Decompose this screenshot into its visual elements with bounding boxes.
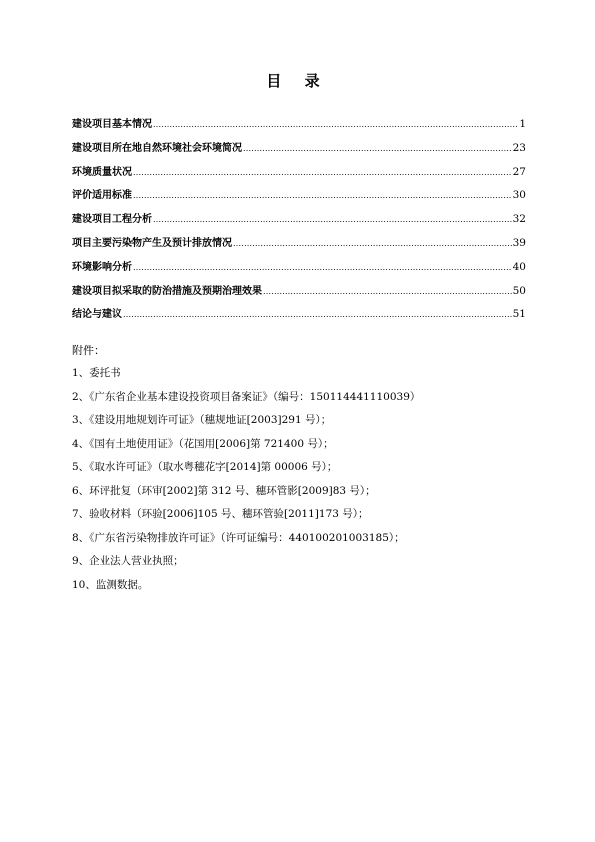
attachment-item: 8、《广东省污染物排放许可证》（许可证编号：440100201003185）； — [72, 531, 405, 544]
toc-entry[interactable] — [72, 139, 526, 163]
toc-entry-page: 27 — [512, 165, 526, 178]
attachments-heading: 附件： — [72, 344, 105, 357]
toc-leader-dots — [153, 116, 518, 134]
toc-entry-page: 30 — [512, 189, 526, 202]
attachments-section — [72, 340, 532, 597]
attachment-item: 4、《国有土地使用证》（花国用[2006]第 721400 号）； — [72, 437, 334, 450]
toc-leader-dots — [233, 235, 512, 253]
attachment-item: 9、企业法人营业执照； — [72, 555, 184, 567]
page-title: 目 录 — [266, 72, 329, 90]
attachment-item: 10、监测数据。 — [72, 578, 149, 591]
toc-leader-dots — [133, 259, 512, 277]
attachment-item: 3、《建设用地规划许可证》（穗规地证[2003]291 号）； — [72, 414, 332, 426]
toc-entry[interactable] — [72, 115, 526, 139]
toc-entry-page: 1 — [519, 118, 526, 130]
toc-entry-page: 50 — [512, 284, 526, 297]
toc-entry[interactable] — [72, 258, 526, 282]
toc-entry-label: 建设项目基本情况 — [72, 119, 152, 130]
toc-entry-page: 51 — [512, 308, 526, 321]
attachment-item: 7、验收材料（环验[2006]105 号、穗环管验[2011]173 号）； — [72, 508, 369, 520]
toc-leader-dots — [123, 306, 512, 324]
toc-entry-label: 评价适用标准 — [72, 190, 132, 202]
toc-entry-label: 项目主要污染物产生及预计排放情况 — [72, 237, 232, 249]
toc-entry-page: 23 — [512, 141, 526, 154]
toc-entry-label: 建设项目所在地自然环境社会环境简况 — [72, 142, 242, 154]
toc-entry[interactable] — [72, 186, 526, 210]
toc-entry[interactable] — [72, 163, 526, 187]
toc-entry-label: 建设项目工程分析 — [72, 214, 152, 226]
attachment-item: 6、环评批复（环审[2002]第 312 号、穗环管影[2009]83 号）； — [72, 484, 376, 497]
toc-entry[interactable] — [72, 210, 526, 234]
toc-leader-dots — [263, 283, 512, 301]
toc-entry-label: 环境质量状况 — [72, 166, 132, 178]
table-of-contents — [72, 115, 526, 329]
toc-entry-label: 结论与建议 — [72, 309, 122, 321]
toc-leader-dots — [133, 187, 512, 205]
toc-entry[interactable] — [72, 234, 526, 258]
toc-entry-page: 32 — [512, 213, 526, 226]
toc-entry-page: 39 — [512, 236, 526, 249]
toc-entry-label: 环境影响分析 — [72, 261, 132, 273]
toc-leader-dots — [153, 211, 512, 229]
toc-entry-label: 建设项目拟采取的防治措施及预期治理效果 — [72, 285, 262, 297]
toc-entry[interactable] — [72, 282, 526, 306]
toc-leader-dots — [243, 140, 512, 158]
toc-leader-dots — [133, 164, 512, 182]
toc-entry[interactable] — [72, 305, 526, 329]
attachment-item: 1、委托书 — [72, 367, 121, 379]
attachment-item: 5、《取水许可证》（取水粤穗花字[2014]第 00006 号）； — [72, 461, 338, 473]
attachment-item: 2、《广东省企业基本建设投资项目备案证》（编号：150114441110039） — [72, 390, 421, 403]
toc-entry-page: 40 — [512, 260, 526, 273]
